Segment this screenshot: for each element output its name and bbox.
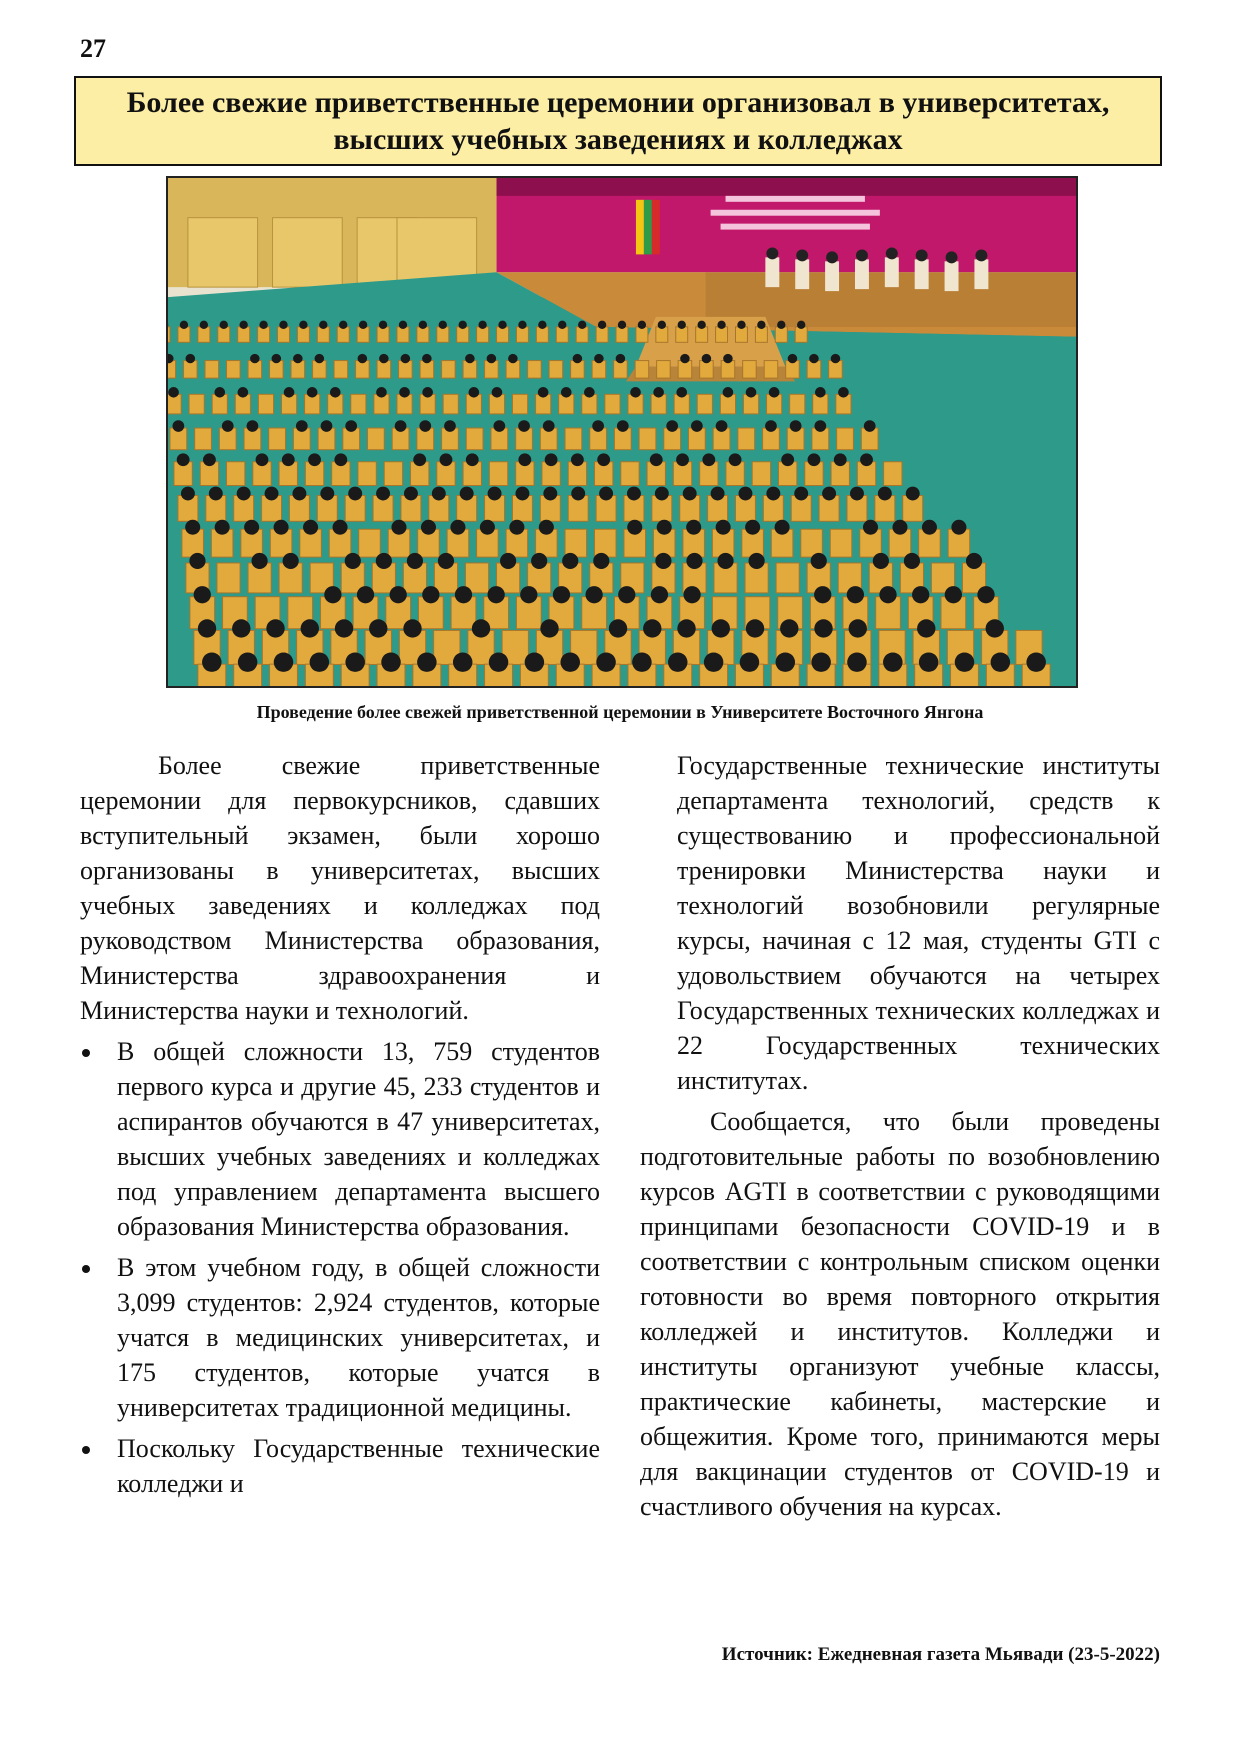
source-credit: Источник: Ежедневная газета Мьявади (23-5-2022) [721,1644,1160,1665]
left-column [80,748,600,1507]
ceremony-photo [166,176,1078,688]
bullet-text: В общей сложности 13, 759 студентов первого курса и другие 45, 233 студентов и аспирантов обучаются в 47 университетах, высших учебных заведениях и колледжах под управлением департамента высшего образования Министерства образования. [117,1037,600,1241]
ceremony-photo-illustration [168,178,1076,686]
article-title-line-1: Более свежие приветственные церемонии организовал в университетах, [126,86,1110,119]
intro-paragraph: Более свежие приветственные церемонии для первокурсников, сдавших вступительный экзамен, были хорошо организованы в университетах, высших учебных заведениях и колледжах под руководством Министерства образования, Министерства здравоохранения и Министерства науки и технологий. [80,751,600,1025]
bullet-item [80,1431,600,1501]
bullet-item [80,1034,600,1244]
bullet-text: Поскольку Государственные технические колледжи и [117,1434,600,1498]
photo-caption: Проведение более свежей приветственной церемонии в Университете Восточного Янгона [256,702,984,722]
body-paragraph: Сообщается, что были проведены подготовительные работы по возобновлению курсов AGTI в соответствии с руководящими принципами безопасности COVID-19 и в соответствии с контрольным списком оценки готовности во время повторного открытия колледжей и институтов. Колледжи и институты организуют учебные классы, практические кабинеты, мастерские и общежития. Кроме того, принимаются меры для вакцинации студентов от COVID-19 и счастливого обучения на курсах. [640,1107,1160,1521]
article-title-box [74,76,1162,166]
right-column [640,748,1160,1530]
bullet-dot [82,1049,90,1057]
facts-bullet-list [80,1034,600,1501]
bullet-dot [82,1446,90,1454]
bullet-text: В этом учебном году, в общей сложности 3,099 студентов: 2,924 студентов, которые учатся в медицинских университетах, и 175 студентов, которые учатся в университетах традиционной медицины. [117,1253,600,1422]
bullet-item [80,1250,600,1425]
article-title-line-2: высших учебных заведениях и колледжах [333,123,903,156]
bullet-dot [82,1265,90,1273]
page-number: 27 [80,34,106,63]
bullet-continuation-text: Государственные технические институты департамента технологий, средств к существованию и профессиональной тренировки Министерства науки и технологий возобновили регулярные курсы, начиная с 12 мая, студенты GTI с удовольствием обучаются на четырех Государственных технических колледжах и 22 Государственных технических институтах. [677,751,1160,1095]
